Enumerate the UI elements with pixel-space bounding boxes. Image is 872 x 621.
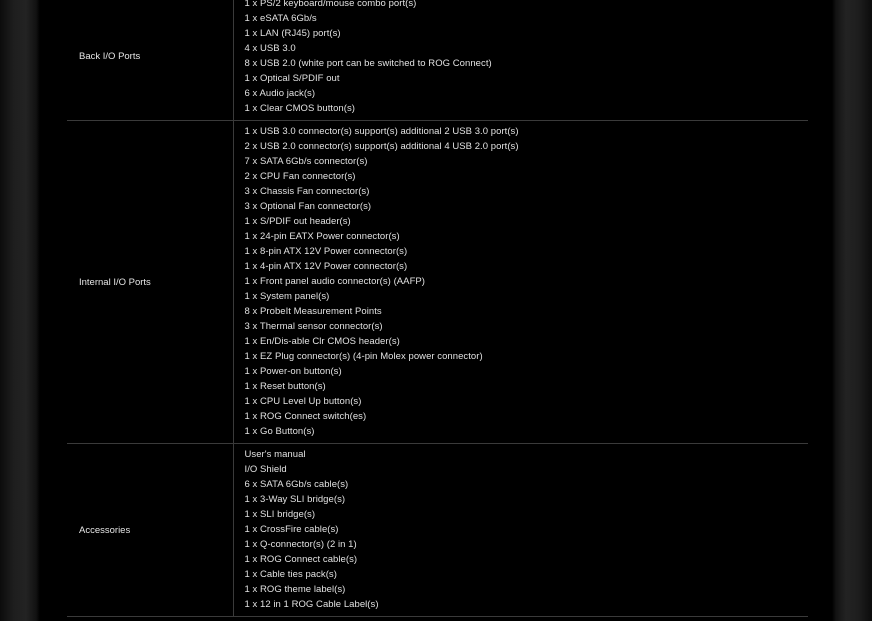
spec-item: 8 x USB 2.0 (white port can be switched to ROG Connect) — [244, 58, 492, 69]
spec-item: User's manual — [244, 449, 306, 460]
spec-item: 1 x LAN (RJ45) port(s) — [244, 28, 341, 39]
spec-item: 1 x 3-Way SLI bridge(s) — [244, 494, 346, 505]
spec-item: 8 x ProbeIt Measurement Points — [244, 306, 382, 317]
spec-item: 1 x 24-pin EATX Power connector(s) — [244, 231, 400, 242]
spec-item: 1 x Clear CMOS button(s) — [244, 103, 355, 114]
spec-item: 1 x CrossFire cable(s) — [244, 524, 339, 535]
spec-item: 1 x EZ Plug connector(s) (4-pin Molex power connector) — [244, 351, 483, 362]
spec-row-accessories — [67, 444, 808, 617]
left-frame-border — [0, 0, 40, 621]
spec-item: 1 x Front panel audio connector(s) (AAFP) — [244, 276, 426, 287]
spec-item: 3 x Optional Fan connector(s) — [244, 201, 372, 212]
spec-panel — [42, 0, 830, 621]
specifications-table — [67, 0, 808, 617]
spec-item: 6 x Audio jack(s) — [244, 88, 316, 99]
spec-item: I/O Shield — [244, 464, 287, 475]
spec-values — [233, 444, 808, 617]
spec-item: 7 x SATA 6Gb/s connector(s) — [244, 156, 368, 167]
spec-item: 1 x Go Button(s) — [244, 426, 315, 437]
spec-item: 3 x Thermal sensor connector(s) — [244, 321, 383, 332]
spec-item: 1 x USB 3.0 connector(s) support(s) additional 2 USB 3.0 port(s) — [244, 126, 519, 137]
spec-item: 2 x USB 2.0 connector(s) support(s) additional 4 USB 2.0 port(s) — [244, 141, 519, 152]
spec-values — [233, 0, 808, 121]
spec-item: 1 x Reset button(s) — [244, 381, 326, 392]
spec-item: 1 x eSATA 6Gb/s — [244, 13, 317, 24]
spec-item: 1 x 4-pin ATX 12V Power connector(s) — [244, 261, 408, 272]
specifications-table-body — [67, 0, 808, 617]
spec-item: 3 x Chassis Fan connector(s) — [244, 186, 370, 197]
spec-item: 1 x S/PDIF out header(s) — [244, 216, 351, 227]
spec-item: 1 x ROG Connect switch(es) — [244, 411, 367, 422]
spec-label: Internal I/O Ports — [67, 121, 233, 444]
spec-item: 2 x CPU Fan connector(s) — [244, 171, 356, 182]
spec-item: 4 x USB 3.0 — [244, 43, 296, 54]
spec-row-back-i-o-ports — [67, 0, 808, 121]
spec-item: 1 x Q-connector(s) (2 in 1) — [244, 539, 357, 550]
spec-item: 1 x Optical S/PDIF out — [244, 73, 340, 84]
right-frame-border — [832, 0, 872, 621]
spec-item: 1 x Cable ties pack(s) — [244, 569, 337, 580]
spec-item: 1 x 8-pin ATX 12V Power connector(s) — [244, 246, 408, 257]
spec-label: Back I/O Ports — [67, 0, 233, 121]
spec-item: 1 x 12 in 1 ROG Cable Label(s) — [244, 599, 379, 610]
spec-values — [233, 121, 808, 444]
spec-row-internal-i-o-ports — [67, 121, 808, 444]
spec-item: 1 x ROG Connect cable(s) — [244, 554, 358, 565]
spec-item: 1 x SLI bridge(s) — [244, 509, 316, 520]
spec-item: 1 x PS/2 keyboard/mouse combo port(s) — [244, 0, 417, 9]
spec-item: 1 x CPU Level Up button(s) — [244, 396, 362, 407]
spec-item: 1 x ROG theme label(s) — [244, 584, 346, 595]
spec-item: 1 x Power-on button(s) — [244, 366, 342, 377]
spec-label: Accessories — [67, 444, 233, 617]
spec-item: 1 x System panel(s) — [244, 291, 330, 302]
spec-item: 1 x En/Dis-able Clr CMOS header(s) — [244, 336, 400, 347]
spec-item: 6 x SATA 6Gb/s cable(s) — [244, 479, 349, 490]
